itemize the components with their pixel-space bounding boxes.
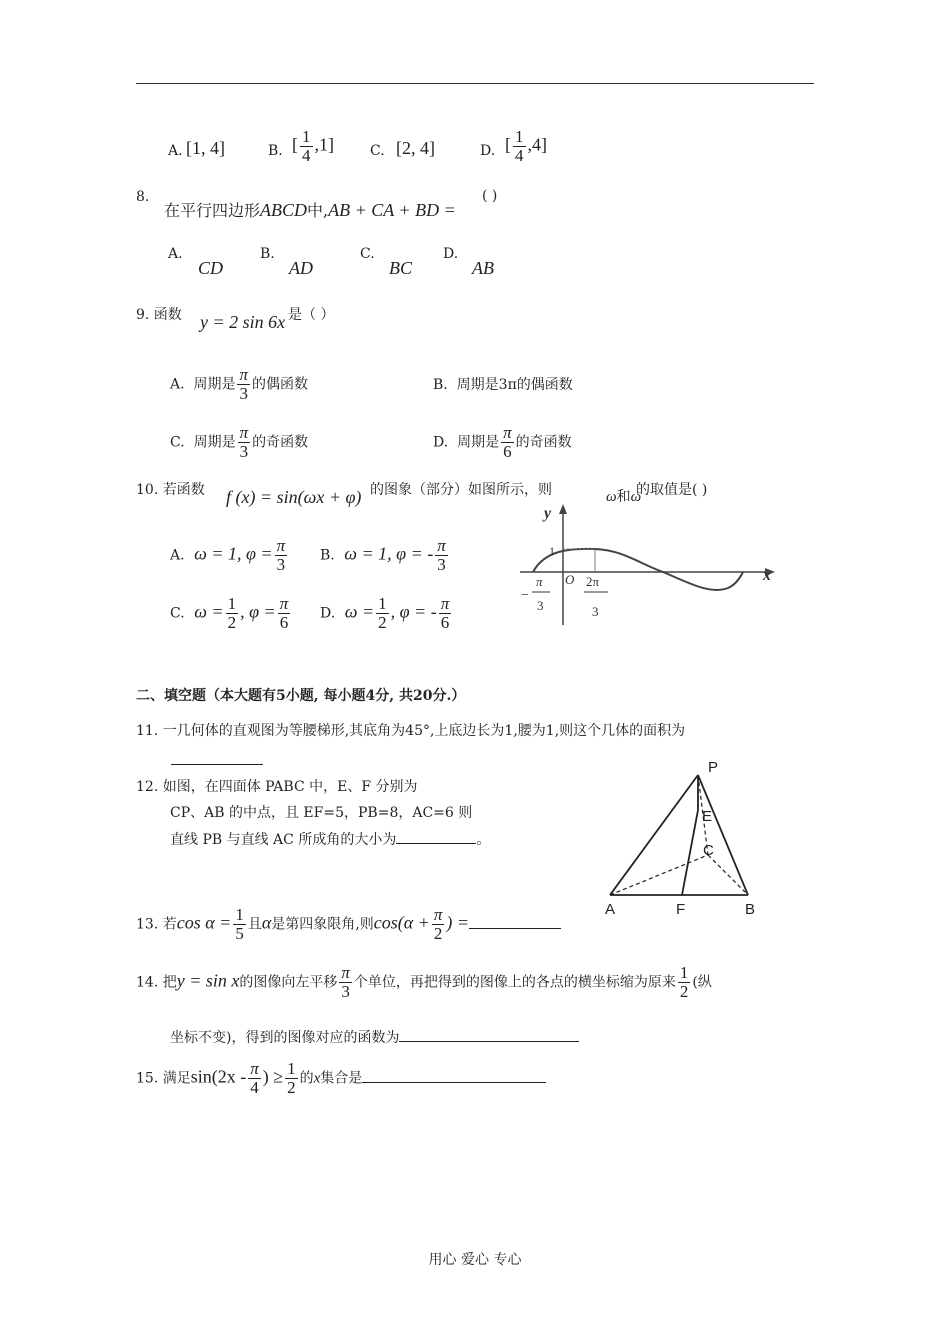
q7-option-c: [2, 4] [396,138,435,158]
q9-number: 9. 函数 [136,307,182,323]
q13: 13. 若cos α = $\frac{1}{5}$ 且α是第四象限角,则cos(α + $\frac{\pi}{2}$ ) = [136,906,561,943]
q12-tetrahedron-figure [600,755,770,920]
q8-number: 8. [136,189,150,205]
q10-option-c: C. ω = $\frac{1}{2}$ , φ = $\frac{\pi}{6}$ [170,594,289,632]
q10-option-d: D. ω = $\frac{1}{2}$ , φ = - $\frac{\pi}{6}$ [320,594,450,632]
q8-stem: 在平行四边形ABCD中,AB + CA + BD = [164,200,456,220]
q7-option-d: [ $\frac{1}{4}$ ,4] [505,127,547,165]
x-axis-label: x [763,567,771,584]
q8-option-a: CD [198,258,224,278]
label-f: F [676,901,686,918]
q10-mid: 的图象（部分）如图所示，则 [370,482,552,498]
top-rule [136,83,814,84]
q8-answer-paren: ( ) [482,188,498,204]
q15: 15. 满足sin(2x - $\frac{\pi}{4}$ ) ≥ $\frac{1}{2}$ 的x集合是 [136,1060,546,1097]
q8-option-d-label: D. [443,246,459,262]
pos-tick-num: 2π [586,574,600,589]
neg-tick-num: π [536,574,543,589]
q11-text: 11. 一几何体的直观图为等腰梯形,其底角为45°,上底边长为1,腰为1,则这个几体的面积为 [136,723,686,739]
label-p: P [708,759,719,776]
q7-option-c-label: C. [370,143,385,159]
q7-option-b-label: B. [268,143,283,159]
q10-omega-phi: ω和ω [606,489,642,505]
label-b: B [745,901,756,918]
label-c: C [703,842,714,859]
page-footer: 用心 爱心 专心 [428,1252,522,1268]
q14-line-2: 坐标不变)，得到的图像对应的函数为 [170,1027,579,1047]
q9-option-c: C. 周期是 $\frac{\pi}{3}$ 的奇函数 [170,423,309,461]
q12-line-1: 12. 如图，在四面体 PABC 中，E、F 分别为 [136,779,418,795]
y-tick-1: 1 [549,544,555,558]
q15-answer-blank [362,1070,546,1083]
q8-option-d: AB [472,258,494,278]
q9-tail: 是（ ） [288,307,335,323]
q12-line-2: CP、AB 的中点，且 EF=5，PB=8，AC=6 则 [170,805,473,821]
neg-tick-den: 3 [537,598,544,613]
q9-option-a: A. 周期是 $\frac{\pi}{3}$ 的偶函数 [170,365,308,403]
q14: 14. 把y = sin x的图像向左平移 $\frac{\pi}{3}$ 个单位，再把得到的图像上的各点的横坐标缩为原来 $\frac{1}{2}$ (纵 [136,963,712,1001]
y-axis-arrow [559,504,567,514]
q12-line-3: 直线 PB 与直线 AC 所成角的大小为 。 [170,832,491,848]
q7-option-a: [1, 4] [186,138,225,158]
q14-answer-blank [399,1029,579,1042]
q7-option-d-label: D. [480,143,496,159]
pos-tick-den: 3 [592,604,599,619]
y-axis-label: y [544,505,552,522]
q10-option-a: A. ω = 1, φ = $\frac{\pi}{3}$ [170,536,286,574]
q10-option-b: B. ω = 1, φ = - $\frac{\pi}{3}$ [320,536,446,574]
q8-option-c: BC [389,258,413,278]
q9-option-d: D. 周期是 $\frac{\pi}{6}$ 的奇函数 [433,423,572,461]
origin-label: O [565,572,575,587]
q7-option-a-label: A. [168,143,183,159]
q10-function: f (x) = sin(ωx + φ) [226,487,362,507]
q8-option-c-label: C. [360,246,375,262]
q13-answer-blank [469,916,561,929]
q8-option-b: AD [289,258,313,278]
q10-sine-graph [515,500,785,630]
q11-answer-blank [171,752,263,765]
q10-number: 10. 若函数 [136,482,205,498]
q8-option-b-label: B. [260,246,275,262]
q10-tail: 的取值是( ) [636,482,708,498]
q12-answer-blank [396,831,476,844]
neg-sign: − [521,588,529,603]
q8-option-a-label: A. [168,246,183,262]
label-e: E [702,808,713,825]
section-2-title: 二、填空题（本大题有5小题, 每小题4分, 共20分.） [136,688,466,704]
q7-option-b: [ $\frac{1}{4}$ ,1] [292,127,334,165]
q9-function: y = 2 sin 6x [200,312,286,332]
q9-option-b: B. 周期是3π的偶函数 [433,377,573,393]
label-a: A [605,901,616,918]
